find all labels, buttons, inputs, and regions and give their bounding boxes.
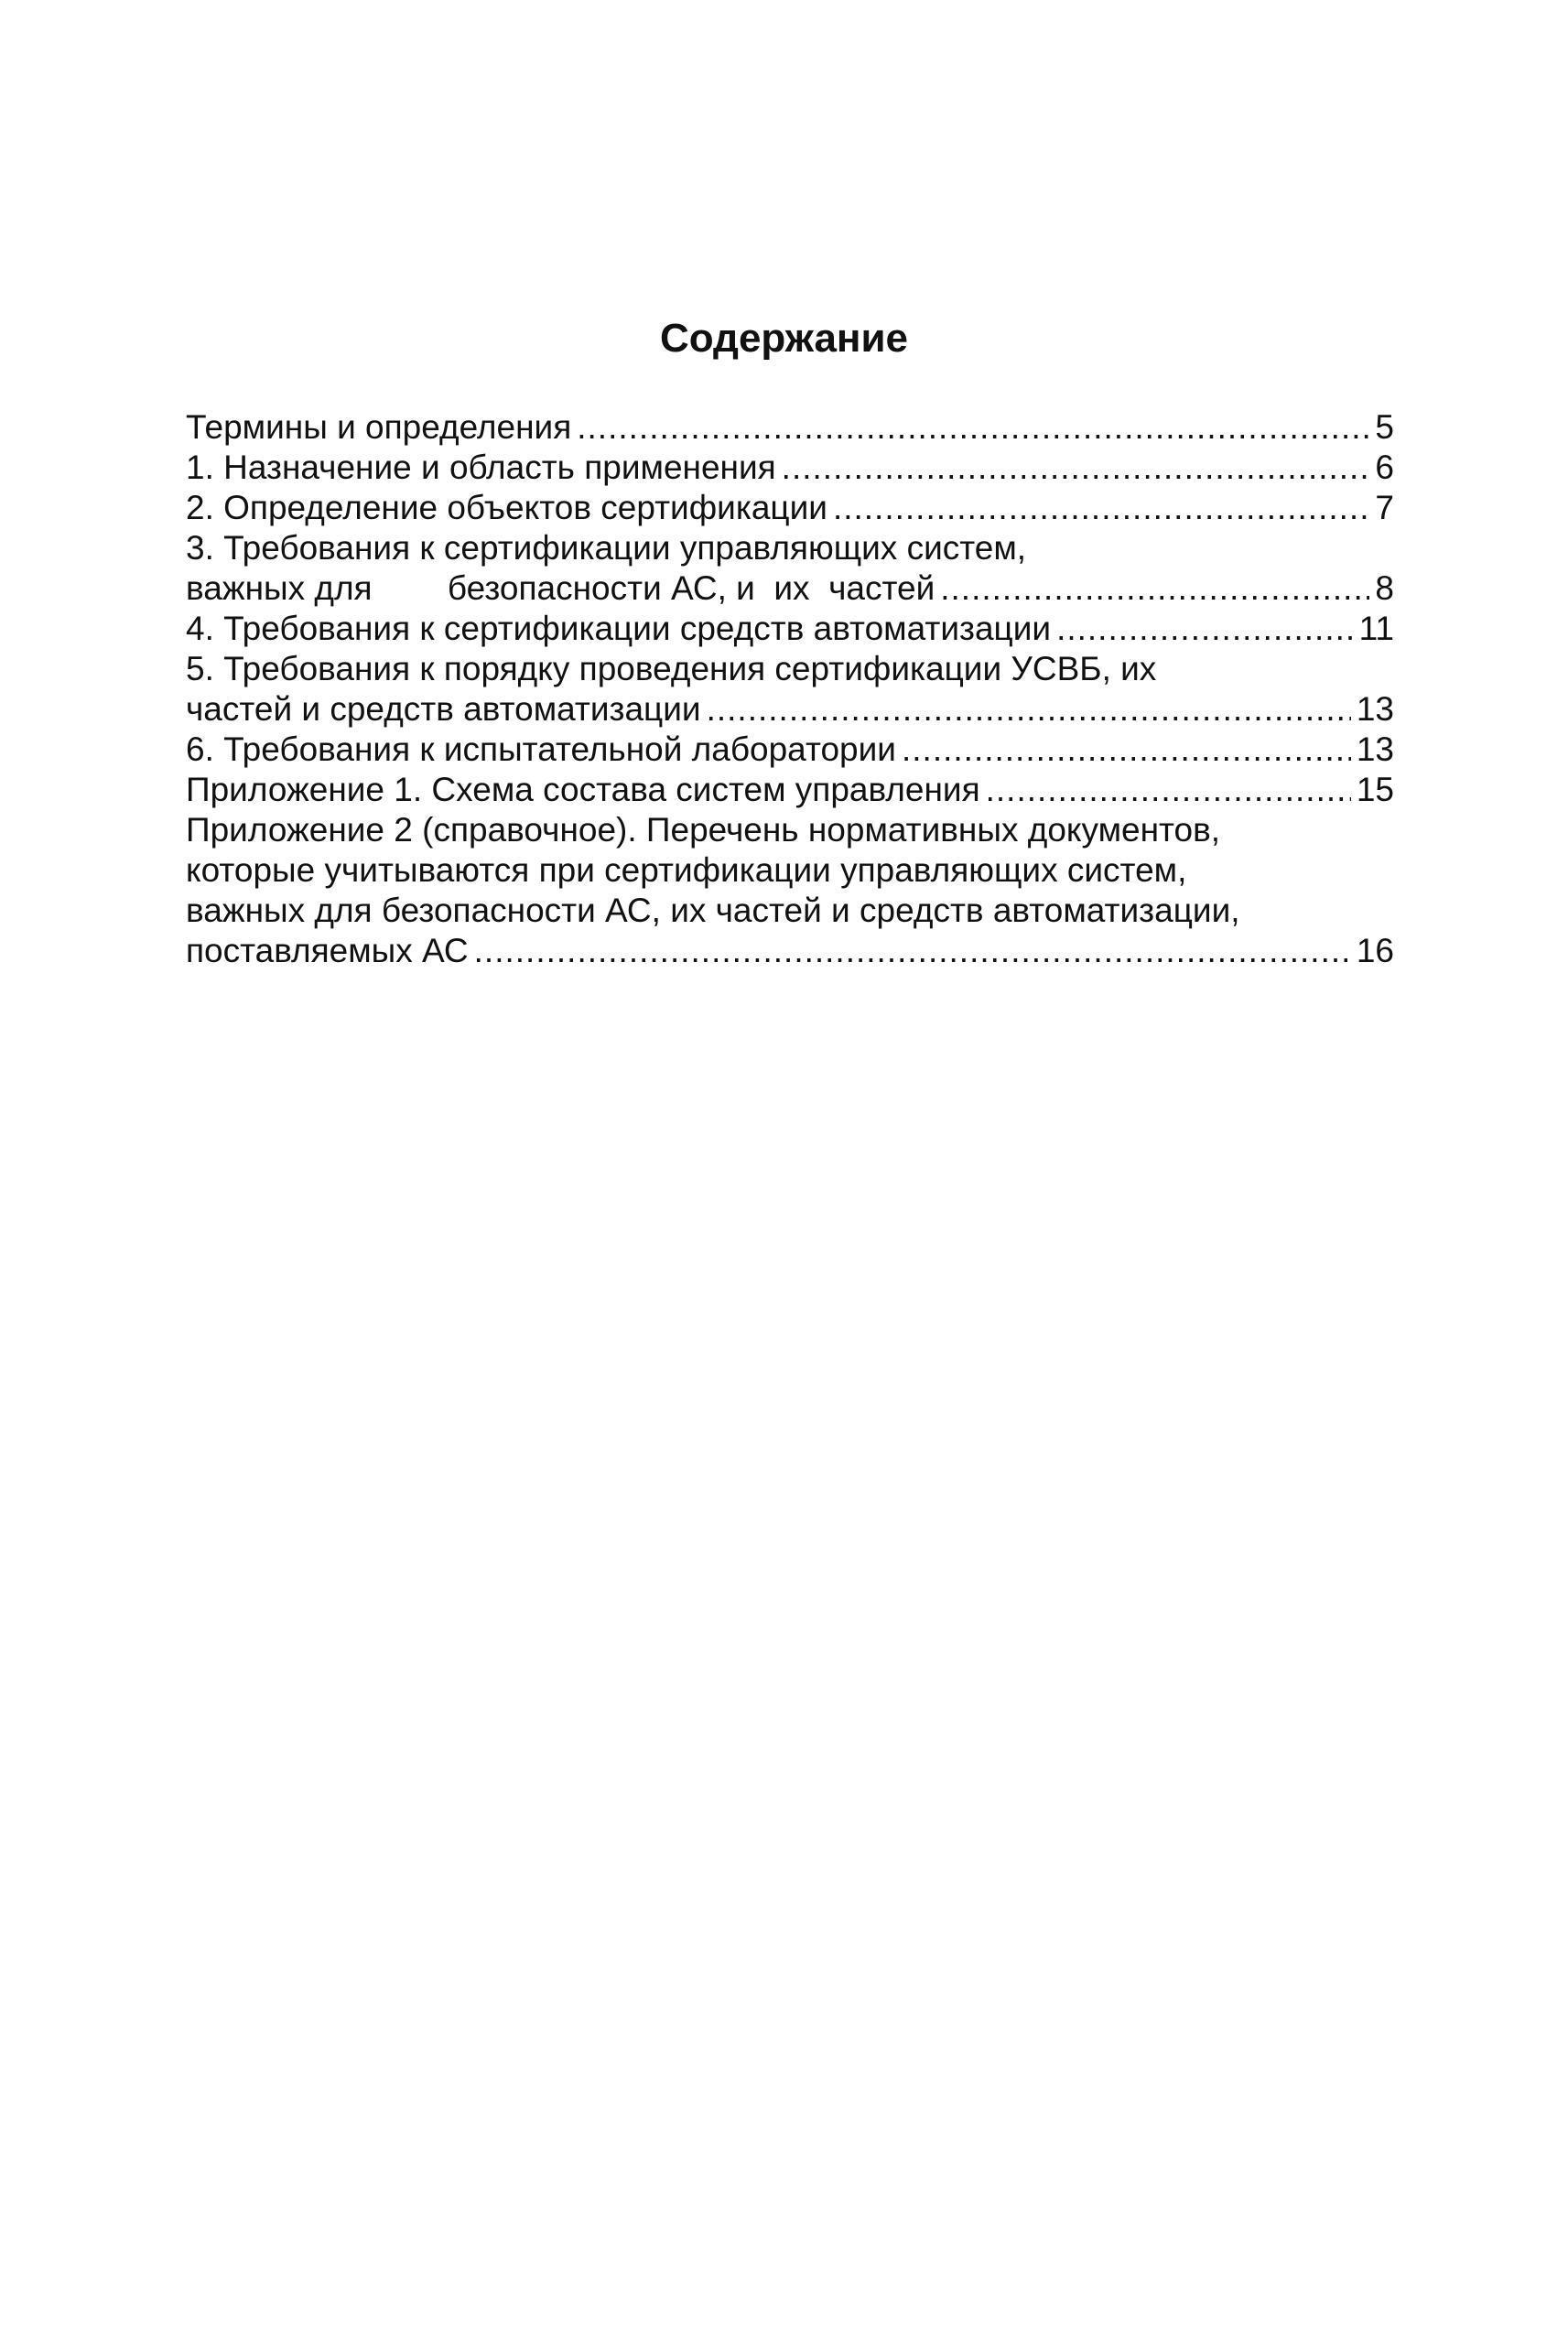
toc-entry-appendix-1 [186, 770, 1394, 810]
toc-page-number: 16 [1356, 932, 1394, 969]
toc-entry-section-6 [186, 730, 1394, 770]
toc-entry-label: важных для безопасности АС, и их частей [186, 569, 935, 607]
toc-entry-terms [186, 407, 1394, 448]
toc-entry-label: поставляемых АС [186, 932, 469, 969]
page-title: Содержание [659, 316, 909, 361]
toc-leader-dots [577, 407, 1369, 448]
toc-entry-last-line [186, 568, 1394, 609]
toc-entry-label: частей и средств автоматизации [186, 690, 701, 728]
toc-entry-label-line: 5. Требования к порядку проведения сертификации УСВБ, их [186, 650, 1157, 687]
toc-page-number: 7 [1375, 489, 1394, 526]
toc-page-number: 13 [1356, 690, 1394, 728]
toc-entry-section-1 [186, 448, 1394, 488]
toc-page-number: 6 [1375, 449, 1394, 486]
toc-page-number: 13 [1356, 730, 1394, 768]
toc-entry-section-5 [186, 649, 1394, 730]
toc-entry-label-line: важных для безопасности АС, их частей и средств автоматизации, [186, 892, 1240, 929]
toc-entry-label: Термины и определения [186, 408, 572, 446]
toc-leader-dots [986, 770, 1351, 810]
toc-entry-label: 4. Требования к сертификации средств автоматизации [186, 610, 1052, 647]
toc-entry-label: 1. Назначение и область применения [186, 449, 776, 486]
toc-entry-label: 2. Определение объектов сертификации [186, 489, 827, 526]
toc-entry-last-line [186, 689, 1394, 730]
toc-entry-label: Приложение 1. Схема состава систем управления [186, 771, 980, 808]
toc-entry-appendix-2 [186, 810, 1394, 971]
toc-leader-dots [782, 448, 1370, 488]
toc-leader-dots [474, 931, 1351, 971]
toc-leader-dots [940, 568, 1369, 609]
toc-page-number: 11 [1358, 610, 1394, 647]
toc-entry-section-4 [186, 609, 1394, 649]
toc-entry-label-line: Приложение 2 (справочное). Перечень нормативных документов, [186, 811, 1221, 849]
toc-leader-dots [902, 730, 1351, 770]
toc-entry-label-line: 3. Требования к сертификации управляющих систем, [186, 529, 1027, 567]
toc-entry-label-line: которые учитываются при сертификации управляющих систем, [186, 851, 1187, 889]
table-of-contents [186, 407, 1394, 971]
toc-entry-last-line [186, 931, 1394, 971]
toc-entry-section-2 [186, 488, 1394, 528]
toc-leader-dots [707, 689, 1351, 730]
toc-leader-dots [1056, 609, 1354, 649]
toc-entry-label: 6. Требования к испытательной лаборатории [186, 730, 896, 768]
toc-page-number: 8 [1375, 569, 1394, 607]
toc-page-number: 5 [1375, 408, 1394, 446]
toc-leader-dots [833, 488, 1369, 528]
toc-page-number: 15 [1356, 771, 1394, 808]
toc-entry-section-3 [186, 528, 1394, 609]
